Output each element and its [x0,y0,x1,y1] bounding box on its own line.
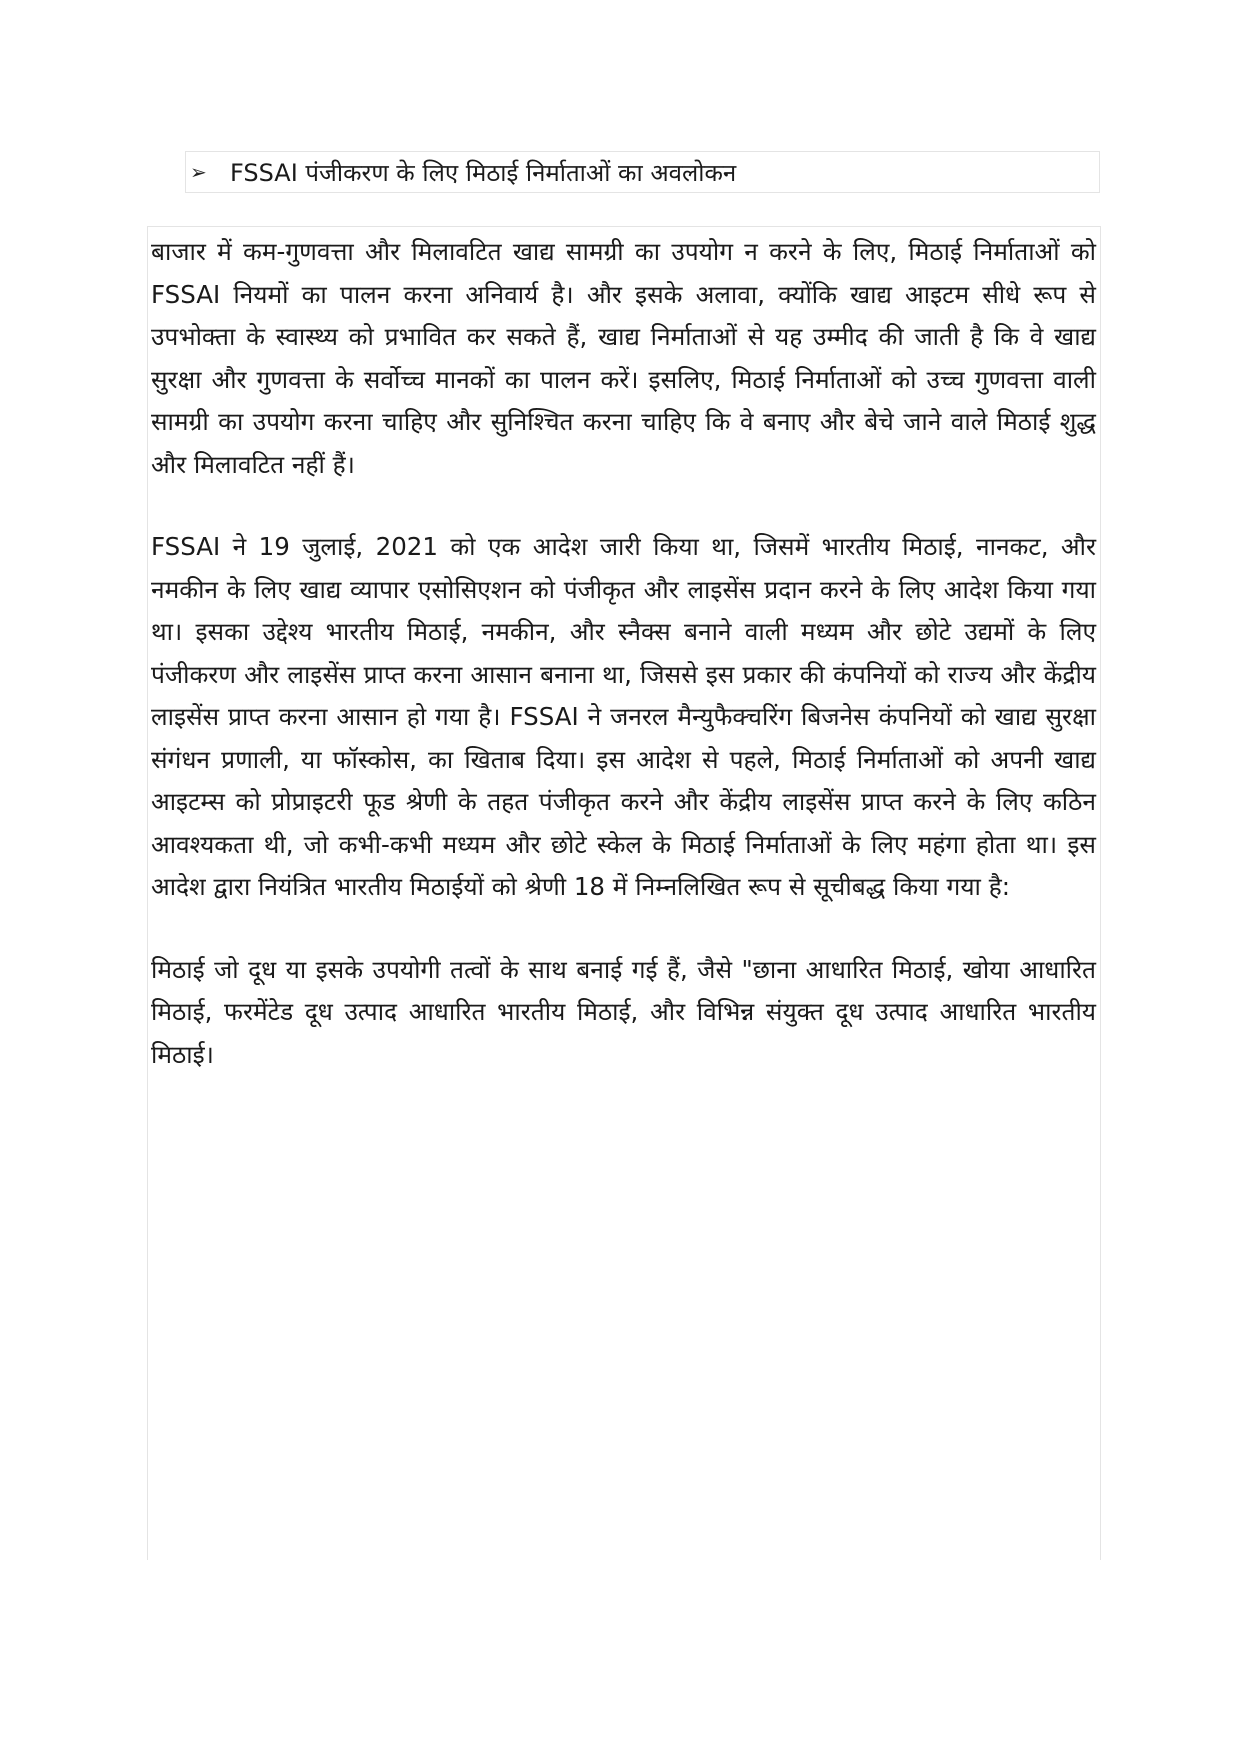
section-heading-text: FSSAI पंजीकरण के लिए मिठाई निर्माताओं का अवलोकन [230,158,737,187]
paragraph-order: FSSAI ने 19 जुलाई, 2021 को एक आदेश जारी किया था, जिसमें भारतीय मिठाई, नानकट, और नमकीन के लिए खाद्य व्यापार एसोसिएशन को पंजीकृत और लाइसेंस प्रदान करने के लिए आदेश किया गया था। इसका उद्देश्य भारतीय मिठाई, नमकीन, और स्नैक्स बनाने वाली मध्यम और छोटे उद्यमों के लिए पंजीकरण और लाइसेंस प्राप्त करना आसान बनाना था, जिससे इस प्रकार की कंपनियों को राज्य और केंद्रीय लाइसेंस प्राप्त करना आसान हो गया है। FSSAI ने जनरल मैन्युफैक्चरिंग बिजनेस कंपनियों को खाद्य सुरक्षा संगंधन प्रणाली, या फॉस्कोस, का खिताब दिया। इस आदेश से पहले, मिठाई निर्माताओं को अपनी खाद्य आइटम्स को प्रोप्राइटरी फूड श्रेणी के तहत पंजीकृत करने और केंद्रीय लाइसेंस प्राप्त करने के लिए कठिन आवश्यकता थी, जो कभी-कभी मध्यम और छोटे स्केल के मिठाई निर्माताओं के लिए महंगा होता था। इस आदेश द्वारा नियंत्रित भारतीय मिठाईयों को श्रेणी 18 में निम्नलिखित रूप से सूचीबद्ध किया गया है: [151,532,1096,901]
paragraph-categories: मिठाई जो दूध या इसके उपयोगी तत्वों के साथ बनाई गई हैं, जैसे "छाना आधारित मिठाई, खोया आधारित मिठाई, फरमेंटेड दूध उत्पाद आधारित भारतीय मिठाई, और विभिन्न संयुक्त दूध उत्पाद आधारित भारतीय मिठाई। [151,954,1096,1069]
section-heading [185,151,1100,193]
content-area [147,226,1101,1560]
arrow-bullet-icon: ➢ [190,160,207,184]
paragraph-intro: बाजार में कम-गुणवत्ता और मिलावटित खाद्य सामग्री का उपयोग न करने के लिए, मिठाई निर्माताओं को FSSAI नियमों का पालन करना अनिवार्य है। और इसके अलावा, क्योंकि खाद्य आइटम सीधे रूप से उपभोक्ता के स्वास्थ्य को प्रभावित कर सकते हैं, खाद्य निर्माताओं से यह उम्मीद की जाती है कि वे खाद्य सुरक्षा और गुणवत्ता के सर्वोच्च मानकों का पालन करें। इसलिए, मिठाई निर्माताओं को उच्च गुणवत्ता वाली सामग्री का उपयोग करना चाहिए और सुनिश्चित करना चाहिए कि वे बनाए और बेचे जाने वाले मिठाई शुद्ध और मिलावटित नहीं हैं। [151,237,1096,479]
